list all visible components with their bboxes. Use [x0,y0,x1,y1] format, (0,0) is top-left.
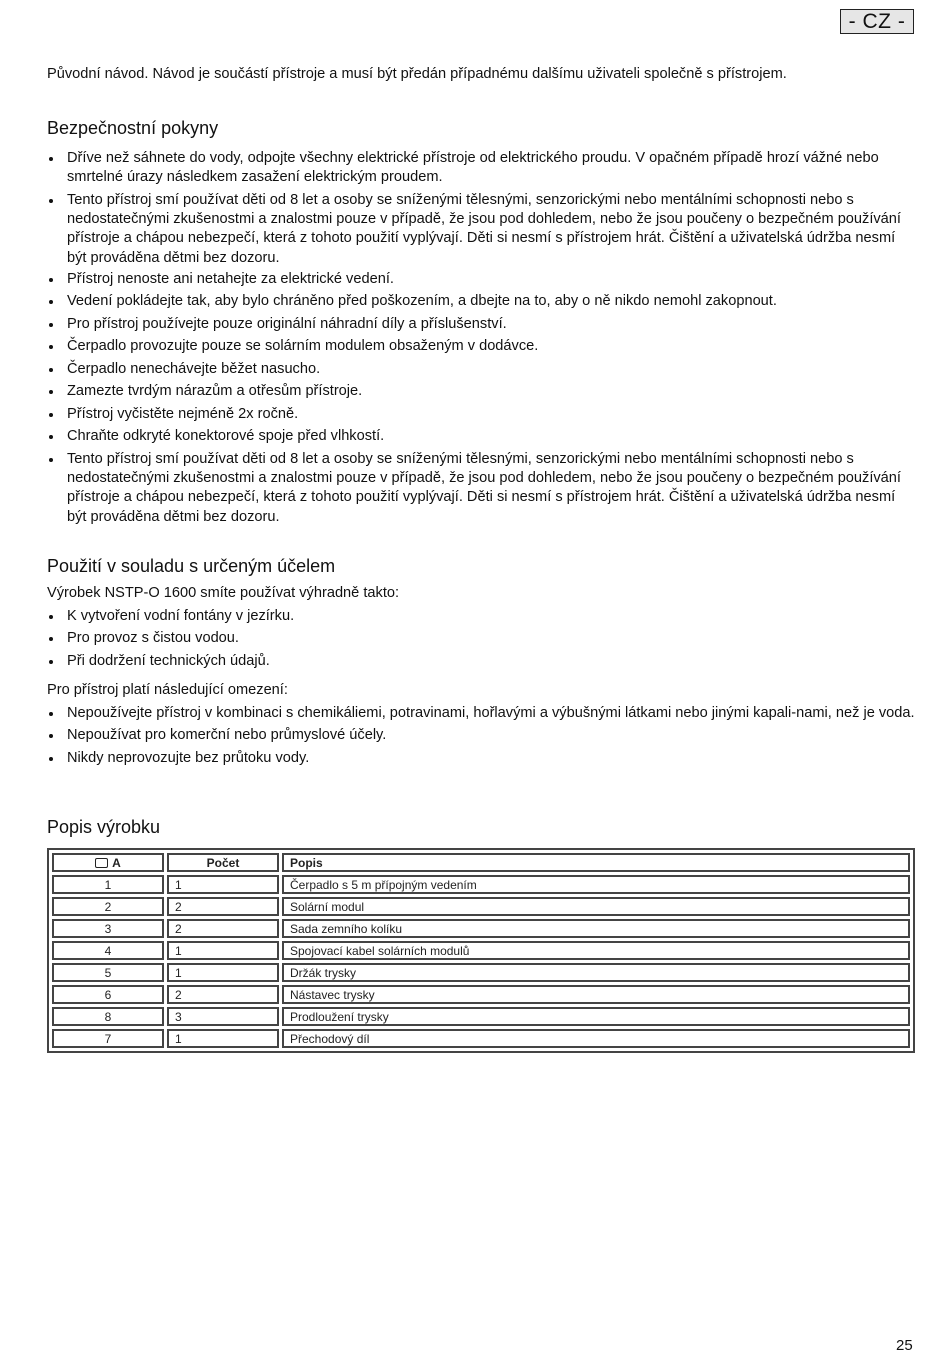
table-cell: 1 [167,1029,279,1048]
table-cell: 3 [52,919,164,938]
table-cell: Sada zemního kolíku [282,919,910,938]
table-cell: 1 [167,941,279,960]
table-cell: 2 [52,897,164,916]
table-cell: Držák trysky [282,963,910,982]
list-item: Tento přístroj smí používat děti od 8 let a osoby se sníženými tělesnými, senzorickými nebo mentálními schopnosti nebo s nedostatečnými zkušenostmi a znalostmi pouze v případě, že jsou pod dohledem, nebo že jsou poučeny o bezpečném používání přístroje a chápou nebezpečí, která z tohoto použití vyplývají. Děti si nesmí s přístrojem hrát. Čištění a uživatelská údržba nesmí být prováděna dětmi bez dozoru. [47,450,915,527]
intro-text: Původní návod. Návod je součástí přístroje a musí být předán případnému dalšímu uživateli společně s přístrojem. [47,66,787,82]
list-item: Dříve než sáhnete do vody, odpojte všechny elektrické přístroje od elektrického proudu. V opačném případě hrozí vážné nebo smrtelné úrazy následkem zasažení elektrickým proudem. [47,149,915,188]
usage-allowed-list [47,607,915,674]
table-cell: 1 [167,963,279,982]
table-cell: Čerpadlo s 5 m přípojným vedením [282,875,910,894]
table-cell: 1 [167,875,279,894]
table-row [52,1029,910,1048]
table-cell: Přechodový díl [282,1029,910,1048]
table-cell: 4 [52,941,164,960]
list-item: Zamezte tvrdým nárazům a otřesům přístroje. [47,382,915,401]
table-cell: 2 [167,919,279,938]
figure-frame-icon [95,858,108,868]
table-cell: Prodloužení trysky [282,1007,910,1026]
product-heading: Popis výrobku [47,817,161,837]
parts-table [47,848,915,1053]
column-header-count: Počet [167,853,279,872]
list-item: Nikdy neprovozujte bez průtoku vody. [47,749,915,768]
list-item: Chraňte odkryté konektorové spoje před vlhkostí. [47,427,915,446]
language-badge: - CZ - [840,9,914,34]
list-item: Vedení pokládejte tak, aby bylo chráněno před poškozením, a dbejte na to, aby o ně nikdo nemohl zakopnout. [47,292,915,311]
list-item: Přístroj nenoste ani netahejte za elektrické vedení. [47,270,915,289]
list-item: Čerpadlo provozujte pouze se solárním modulem obsaženým v dodávce. [47,337,915,356]
table-cell: Nástavec trysky [282,985,910,1004]
table-row [52,1007,910,1026]
list-item: Tento přístroj smí používat děti od 8 let a osoby se sníženými tělesnými, senzorickými nebo mentálními schopnosti nebo s nedostatečnými zkušenostmi a znalostmi pouze v případě, že jsou pod dohledem, nebo že jsou poučeny o bezpečném používání přístroje a chápou nebezpečí, která z tohoto použití vyplývají. Děti si nesmí s přístrojem hrát. Čištění a uživatelská údržba nesmí být prováděna dětmi bez dozoru. [47,191,915,268]
table-row [52,985,910,1004]
table-cell: 5 [52,963,164,982]
table-cell: 2 [167,985,279,1004]
restrictions-list [47,704,915,771]
table-row [52,941,910,960]
table-cell: 8 [52,1007,164,1026]
table-cell: Spojovací kabel solárních modulů [282,941,910,960]
table-row [52,963,910,982]
table-cell: Solární modul [282,897,910,916]
page-number: 25 [896,1337,913,1354]
table-row [52,897,910,916]
list-item: Nepoužívat pro komerční nebo průmyslové účely. [47,726,915,745]
list-item: Nepoužívejte přístroj v kombinaci s chemikáliemi, potravinami, hořlavými a výbušnými látkami nebo jinými kapali-nami, než je voda. [47,704,915,723]
table-row [52,919,910,938]
table-cell: 1 [52,875,164,894]
list-item: Přístroj vyčistěte nejméně 2x ročně. [47,405,915,424]
list-item: Pro provoz s čistou vodou. [47,629,915,648]
list-item: Při dodržení technických údajů. [47,652,915,671]
table-cell: 6 [52,985,164,1004]
usage-intro: Výrobek NSTP-O 1600 smíte používat výhradně takto: [47,585,400,601]
safety-heading: Bezpečnostní pokyny [47,118,219,138]
usage-heading: Použití v souladu s určeným účelem [47,556,336,576]
list-item: Čerpadlo nenechávejte běžet nasucho. [47,360,915,379]
column-header-position: A [52,853,164,872]
table-cell: 7 [52,1029,164,1048]
safety-list [47,149,915,530]
column-header-description: Popis [282,853,910,872]
table-header-row [52,853,910,872]
list-item: K vytvoření vodní fontány v jezírku. [47,607,915,626]
table-cell: 2 [167,897,279,916]
table-row [52,875,910,894]
list-item: Pro přístroj používejte pouze originální náhradní díly a příslušenství. [47,315,915,334]
table-cell: 3 [167,1007,279,1026]
restrictions-intro: Pro přístroj platí následující omezení: [47,682,288,698]
